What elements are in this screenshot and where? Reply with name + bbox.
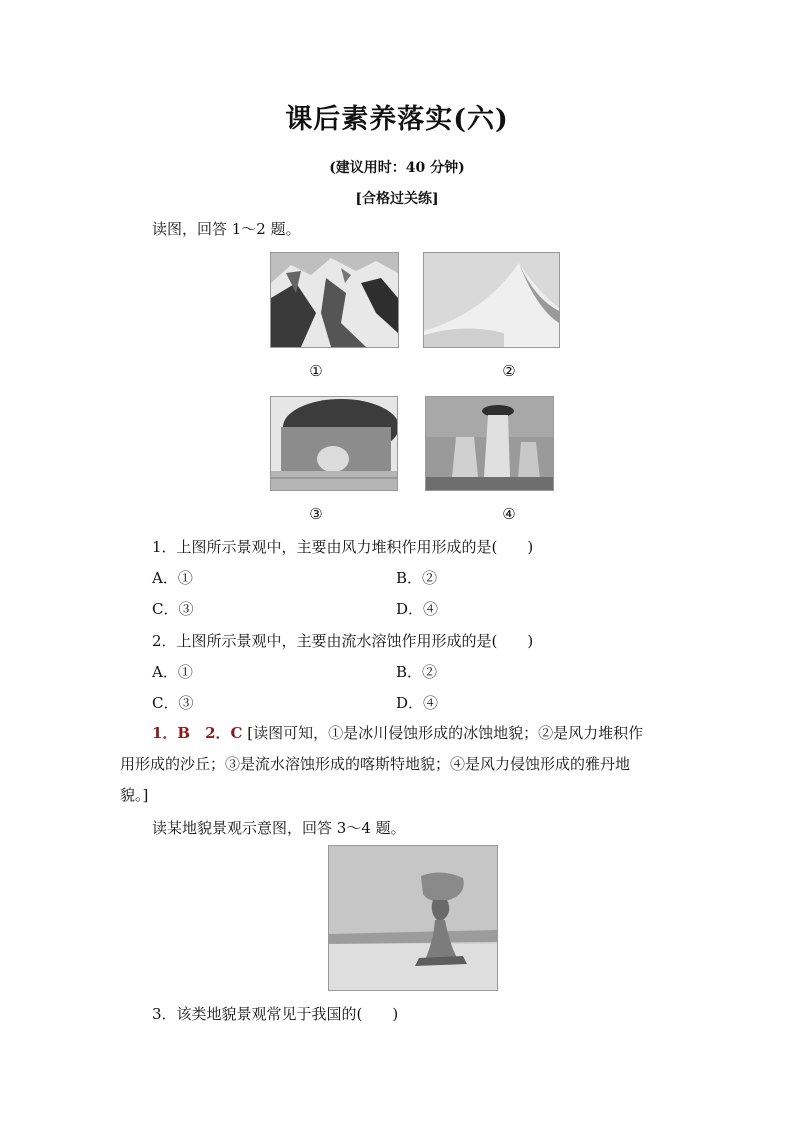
question-1-option-a: A．① (152, 569, 193, 587)
figure-label-1: ① (309, 362, 323, 380)
page-title: 课后素养落实(六) (285, 104, 509, 135)
intro-q3-4: 读某地貌景观示意图，回答 3～4 题。 (152, 819, 406, 837)
figure-label-4: ④ (502, 505, 516, 523)
question-2-option-d: D．④ (396, 694, 439, 712)
photo-mushroom-rock (328, 845, 498, 991)
question-2-option-a: A．① (152, 663, 193, 681)
time-suggestion: (建议用时：40 分钟) (329, 160, 465, 176)
answer-line-1 (152, 722, 643, 743)
question-3-stem: 3．该类地貌景观常见于我国的( ) (152, 1005, 399, 1023)
intro-q1-2: 读图，回答 1～2 题。 (152, 220, 301, 238)
explanation-part-3: 貌。] (120, 786, 149, 804)
photo-yardang-hoodoo (425, 396, 554, 491)
question-2-stem: 2．上图所示景观中，主要由流水溶蚀作用形成的是( ) (152, 632, 534, 650)
answer-key: 1．B 2．C (152, 724, 243, 742)
question-1-option-d: D．④ (396, 600, 439, 618)
question-2-option-c: C．③ (152, 694, 194, 712)
photo-glacier-mountains (270, 252, 399, 348)
question-1-stem: 1．上图所示景观中，主要由风力堆积作用形成的是( ) (152, 538, 534, 556)
question-1-option-c: C．③ (152, 600, 194, 618)
question-2-option-b: B．② (396, 663, 438, 681)
figure-label-2: ② (502, 362, 516, 380)
photo-karst-arch (270, 396, 398, 491)
explanation-part-1: [读图可知，①是冰川侵蚀形成的冰蚀地貌；②是风力堆积作 (247, 724, 644, 742)
photo-sand-dune (423, 252, 560, 348)
section-heading: [合格过关练] (355, 191, 439, 207)
figure-label-3: ③ (309, 505, 323, 523)
question-1-option-b: B．② (396, 569, 438, 587)
explanation-part-2: 用形成的沙丘；③是流水溶蚀形成的喀斯特地貌；④是风力侵蚀形成的雅丹地 (120, 755, 631, 773)
